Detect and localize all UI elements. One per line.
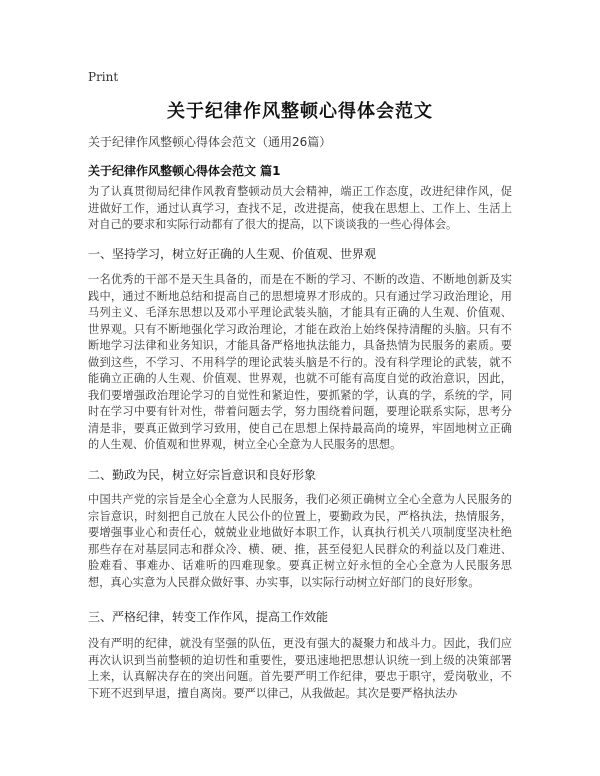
print-link[interactable]: Print bbox=[88, 70, 119, 84]
intro-paragraph: 为了认真贯彻局纪律作风教育整顿动员大会精神，端正工作态度，改进纪律作风，促进做好工作，通过认真学习，查找不足，改进提高，使我在思想上、工作上、生活上对自己的要求和实际行动都有了很大的提高，以下谈谈我的一些心得体会。 bbox=[88, 185, 512, 231]
document-subtitle: 关于纪律作风整顿心得体会范文（通用26篇） bbox=[88, 135, 332, 149]
heading-2: 二、勤政为民，树立好宗旨意识和良好形象 bbox=[88, 468, 317, 482]
heading-3: 三、严格纪律，转变工作作风，提高工作效能 bbox=[88, 610, 329, 624]
paragraph-1: 一名优秀的干部不是天生具备的，而是在不断的学习、不断的改造、不断地创新及实践中，通过不断地总结和提高自己的思想境界才形成的。只有通过学习政治理论，用马列主义、毛泽东思想以及邓小平理论武装头脑，才能具有正确的人生观、价值观、世界观。只有不断地强化学习政治理论，才能在政治上始终保持清醒的头脑。只有不断地学习法律和业务知识，才能具备严格地执法能力，具备热情为民服务的素质。要做到这些，不学习、不用科学的理论武装头脑是不行的。没有科学理论的武装，就不能确立正确的人生观、价值观、世界观，也就不可能有高度自觉的政治意识，因此，我们要增强政治理论学习的自觉性和紧迫性，要抓紧的学，认真的学，系统的学，同时在学习中要有针对性，带着问题去学，努力围绕着问题，要理论联系实际，思考分清是非，要真正做到学习致用，使自己在思想上保持最高尚的境界，牢固地树立正确的人生观、价值观和世界观，树立全心全意为人民服务的思想。 bbox=[88, 273, 512, 451]
heading-1: 一、坚持学习，树立好正确的人生观、价值观、世界观 bbox=[88, 247, 377, 261]
section-title: 关于纪律作风整顿心得体会范文 篇1 bbox=[88, 164, 281, 178]
paragraph-2: 中国共产党的宗旨是全心全意为人民服务，我们必须正确树立全心全意为人民服务的宗旨意识，时刻把自己放在人民公仆的位置上，要勤政为民，严格执法，热情服务，要增强事业心和责任心，兢兢业业地做好本职工作，认真执行机关八项制度坚决杜绝那些存在对基层同志和群众冷、横、硬、推，甚至侵犯人民群众的利益以及门难进、脸难看、事难办、话难听的四难现象。要真正树立好永恒的全心全意为人民服务思想，真心实意为人民群众做好事、办实事，以实际行动树立好部门的良好形象。 bbox=[88, 493, 512, 589]
paragraph-3: 没有严明的纪律，就没有坚强的队伍，更没有强大的凝聚力和战斗力。因此，我们应再次认识到当前整顿的迫切性和重要性，要迅速地把思想认识统一到上级的决策部署上来，认真解决存在的突出问题。首先要严明工作纪律，要忠于职守，爱岗敬业，不下班不迟到早退，擅自离岗。要严以律己，从我做起。其次是要严格执法办 bbox=[88, 637, 512, 700]
page-title: 关于纪律作风整顿心得体会范文 bbox=[167, 101, 433, 122]
